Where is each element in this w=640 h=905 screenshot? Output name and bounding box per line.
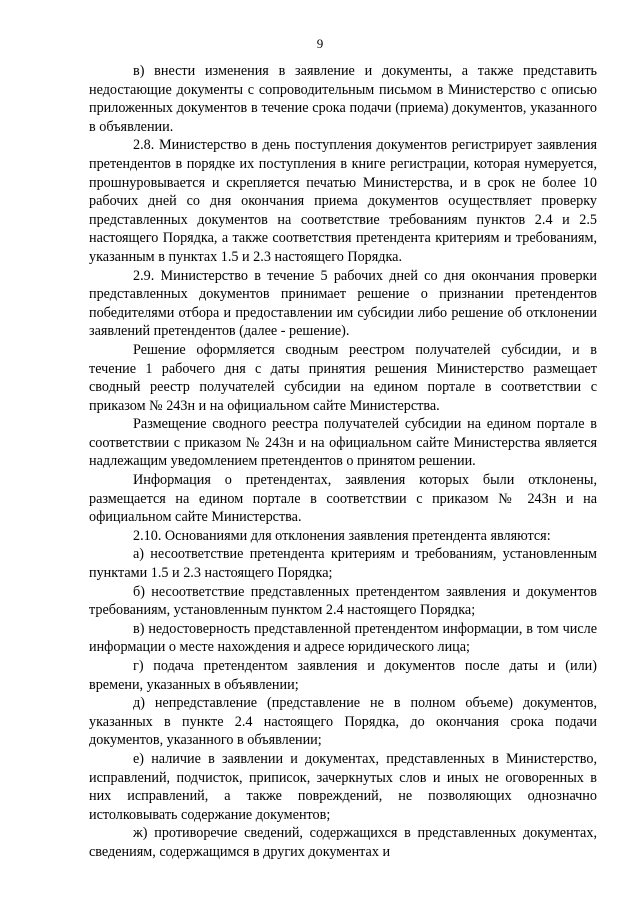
paragraph-rejected-info: Информация о претендентах, заявления которых были отклонены, размещается на едином портале в соответствии с приказом № 243н и на официальном сайте Министерства. [89, 472, 597, 526]
list-item-d: д) непредставление (представление не в полном объеме) документов, указанных в пункте 2.4 настоящего Порядка, до окончания срока подачи документов, указанного в объявлении; [89, 695, 597, 749]
paragraph-2-9: 2.9. Министерство в течение 5 рабочих дней со дня окончания проверки представленных документов принимает решение о признании претендентов победителями отбора и предоставлении им субсидии либо решение об отклонении заявлений претендентов (далее - решение). [89, 267, 597, 340]
page-number: 9 [316, 36, 324, 51]
paragraph-2-8: 2.8. Министерство в день поступления документов регистрирует заявления претендентов в порядке их поступления в книге регистрации, которая нумеруется, прошнуровывается и скрепляется печатью Министерства, и в срок не более 10 рабочих дней со дня окончания приема документов осуществляет проверку представленных документов на соответствие требованиям пунктов 2.4 и 2.5 настоящего Порядка, а также соответствия претендента критериям и требованиям, указанным в пунктах 1.5 и 2.3 настоящего Порядка. [89, 137, 597, 265]
paragraph-registry-publication: Размещение сводного реестра получателей субсидии на едином портале в соответствии с приказом № 243н и на официальном сайте Министерства является надлежащим уведомлением претендентов о принятом решении. [89, 416, 597, 470]
list-item-e: е) наличие в заявлении и документах, представленных в Министерство, исправлений, подчисток, приписок, зачеркнутых слов и иных не оговоренных в них исправлений, а также повреждений, не позволяющих однозначно истолковывать содержание документов; [89, 750, 597, 823]
list-item-g: г) подача претендентом заявления и документов после даты и (или) времени, указанных в объявлении; [89, 658, 597, 693]
paragraph-v-amendments: в) внести изменения в заявление и документы, а также представить недостающие документы с сопроводительным письмом в Министерство с описью приложенных документов в течение срока подачи (приема) документов, указанного в объявлении. [89, 63, 597, 135]
list-item-a: а) несоответствие претендента критериям и требованиям, установленным пунктами 1.5 и 2.3 настоящего Порядка; [89, 546, 597, 582]
paragraph-decision-registry: Решение оформляется сводным реестром получателей субсидии, и в течение 1 рабочего дня с даты принятия решения Министерство размещает сводный реестр получателей субсидии на едином портале в соответствии с приказом № 243н и на официальном сайте Министерства. [89, 341, 597, 414]
list-item-v: в) недостоверность представленной претендентом информации, в том числе информации о месте нахождения и адресе юридического лица; [89, 620, 597, 656]
document-body [89, 62, 597, 862]
list-item-b: б) несоответствие представленных претендентом заявления и документов требованиям, установленным пунктом 2.4 настоящего Порядка; [89, 583, 597, 619]
list-item-zh: ж) противоречие сведений, содержащихся в представленных документах, сведениям, содержащимся в других документах и [89, 825, 597, 860]
paragraph-2-10-heading: 2.10. Основаниями для отклонения заявления претендента являются: [133, 527, 551, 544]
